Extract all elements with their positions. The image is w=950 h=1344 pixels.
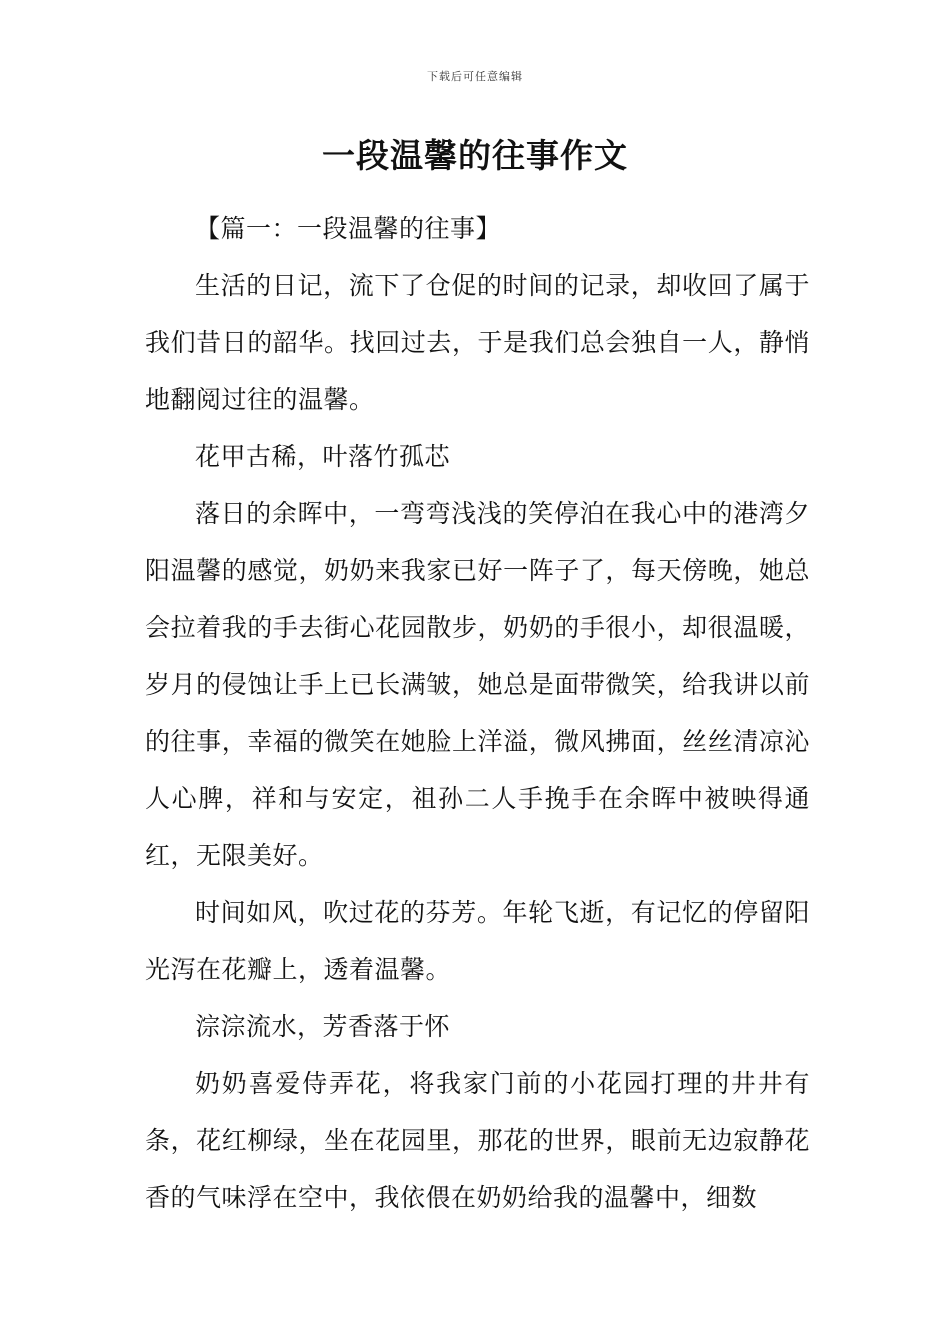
paragraph: 奶奶喜爱侍弄花，将我家门前的小花园打理的井井有条，花红柳绿，坐在花园里，那花的世界，眼前无边寂静花香的气味浮在空中，我依偎在奶奶给我的温馨中，细数 <box>145 1069 810 1212</box>
paragraph: 落日的余晖中，一弯弯浅浅的笑停泊在我心中的港湾夕阳温馨的感觉，奶奶来我家已好一阵子了，每天傍晚，她总会拉着我的手去街心花园散步，奶奶的手很小，却很温暖，岁月的侵蚀让手上已长满皱，她总是面带微笑，给我讲以前的往事，幸福的微笑在她脸上洋溢，微风拂面，丝丝清凉沁人心脾，祥和与安定，祖孙二人手挽手在余晖中被映得通红，无限美好。 <box>145 499 810 870</box>
document-body <box>145 200 810 1226</box>
document-title: 一段温馨的往事作文 <box>322 136 628 175</box>
paragraph: 生活的日记，流下了仓促的时间的记录，却收回了属于我们昔日的韶华。找回过去，于是我们总会独自一人，静悄地翻阅过往的温馨。 <box>145 271 810 414</box>
subheading: 花甲古稀，叶落竹孤芯 <box>195 442 451 471</box>
header-note: 下载后可任意编辑 <box>427 70 523 83</box>
paragraph: 时间如风，吹过花的芬芳。年轮飞逝，有记忆的停留阳光泻在花瓣上，透着温馨。 <box>145 898 810 984</box>
subheading: 淙淙流水，芳香落于怀 <box>195 1012 451 1041</box>
section-heading: 【篇一：一段温馨的往事】 <box>195 214 502 243</box>
